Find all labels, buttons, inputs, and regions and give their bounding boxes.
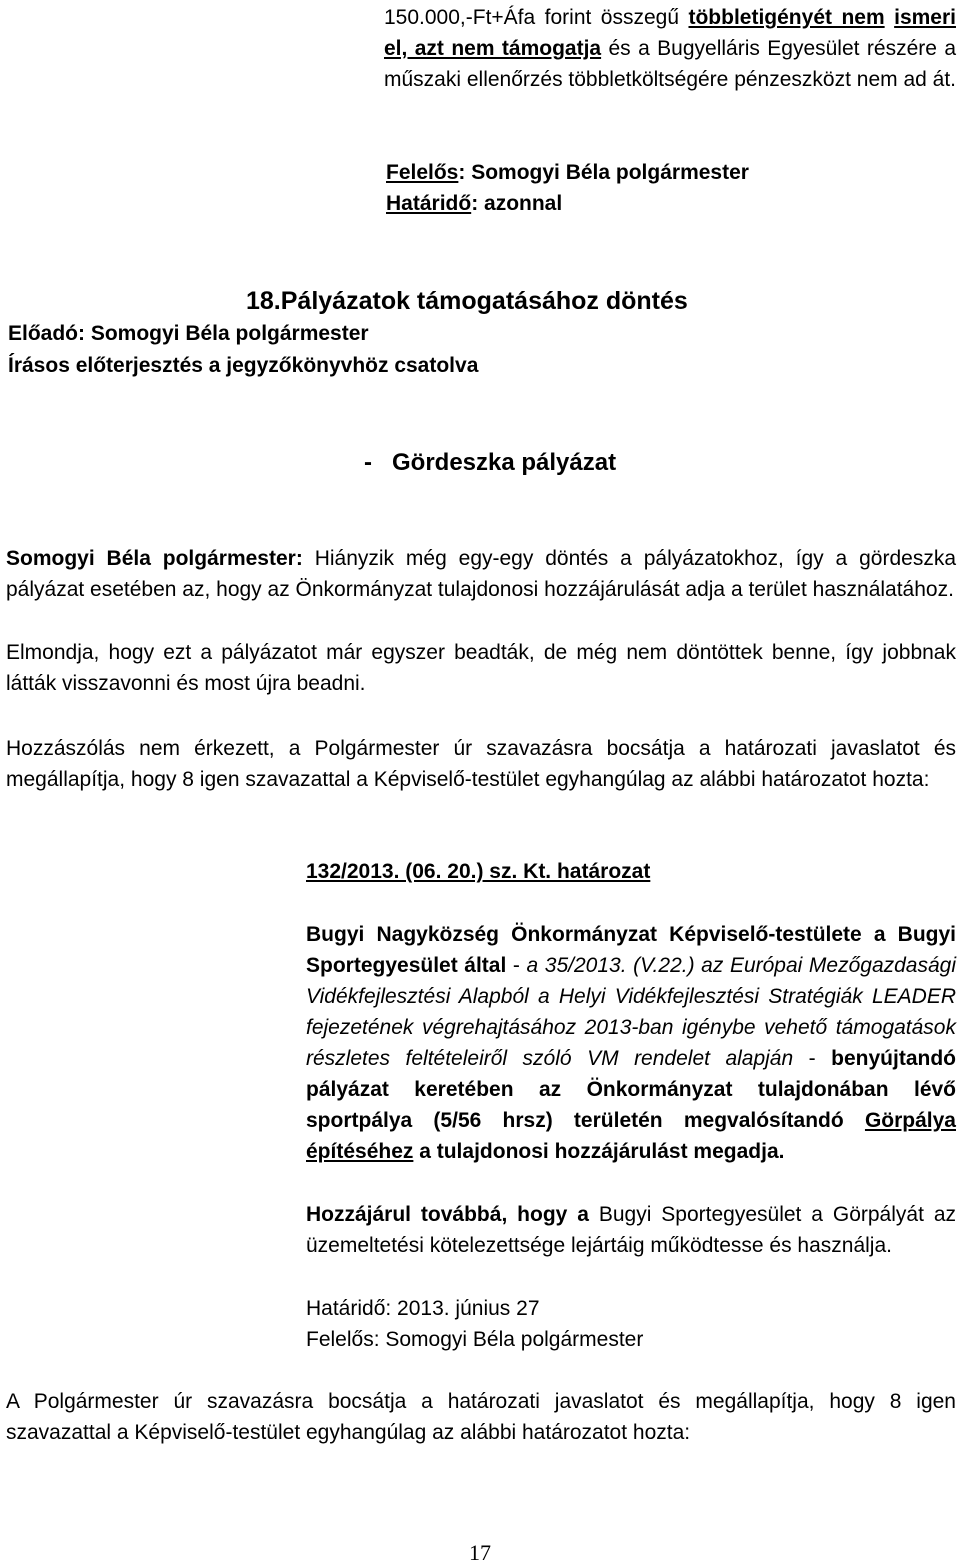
resolution-title: 132/2013. (06. 20.) sz. Kt. határozat: [306, 860, 651, 883]
closing-paragraph: A Polgármester úr szavazásra bocsátja a határozati javaslatot és megállapítja, hogy 8 igen szavazattal a Képviselő-testület egyhangúlag az alábbi határozatot hozta:: [6, 1390, 956, 1444]
subheading: - Gördeszka pályázat: [364, 449, 617, 476]
resolution-second: [306, 1199, 956, 1261]
speaker-name: Somogyi Béla polgármester:: [6, 547, 303, 570]
top-hatarido-line: [386, 188, 562, 219]
felelos-label: Felelős: [386, 161, 459, 184]
top-paragraph-emphasis-1: többletigényét nem: [688, 6, 885, 29]
resolution-second-bold: Hozzájárul továbbá, hogy a: [306, 1203, 589, 1226]
resolution-dash-1: -: [506, 954, 527, 977]
resolution-felelos: Felelős: Somogyi Béla polgármester: [306, 1328, 644, 1351]
speech-paragraph-3: Hozzászólás nem érkezett, a Polgármester úr szavazásra bocsátja a határozati javaslatot és megállapítja, hogy 8 igen szavazattal a Képviselő-testület egyhangúlag az alábbi határozatot hozta:: [6, 737, 956, 791]
top-paragraph-text-4: pénzeszközt nem ad át.: [734, 68, 956, 91]
resolution-hatarido: Határidő: 2013. június 27: [306, 1297, 540, 1320]
section-irasos: Írásos előterjesztés a jegyzőkönyvhöz csatolva: [8, 354, 479, 377]
felelos-value: : Somogyi Béla polgármester: [458, 161, 749, 184]
resolution-bold-underline: Görpálya építéséhez: [306, 1109, 956, 1163]
top-paragraph: [384, 2, 956, 95]
section-heading: 18.Pályázatok támogatásához döntés: [246, 287, 688, 315]
section-eloado: Előadó: Somogyi Béla polgármester: [8, 322, 369, 345]
speech-paragraph-2: Elmondja, hogy ezt a pályázatot már egyszer beadták, de még nem döntöttek benne, így jobbnak látták visszavonni és most újra beadni.: [6, 641, 956, 695]
resolution-body: [306, 919, 956, 1167]
page-number: 17: [469, 1540, 491, 1565]
hatarido-value: : azonnal: [471, 192, 563, 215]
resolution-italic: a 35/2013. (V.22.) az Európai Mezőgazdasági Vidékfejlesztési Alapból a Helyi Vidékfejlesztési Stratégiák LEADER fejezetének végrehajtásához 2013-ban igénybe vehető támogatások részletes feltételeiről szóló VM rendelet alapján: [306, 954, 957, 1070]
hatarido-label: Határidő: [386, 192, 472, 215]
resolution-bold-1: Bugyi Nagyközség Önkormányzat Képviselő-testülete a Bugyi Sportegyesület által: [306, 923, 956, 977]
resolution-bold-3: a tulajdonosi hozzájárulást megadja.: [413, 1140, 785, 1163]
resolution-bold-2: benyújtandó pályázat keretében az Önkormányzat tulajdonában lévő sportpálya (5/56 hrsz) területén megvalósítandó: [306, 1047, 956, 1132]
speech-text-1: Hiányzik még egy-egy döntés a pályázatokhoz, így a gördeszka pályázat esetében az, hogy az Önkormányzat tulajdonosi hozzájárulását adja a terület használatához.: [6, 547, 957, 601]
top-paragraph-text-2: és a Bugyelláris Egyesület: [601, 37, 860, 60]
resolution-dash-2: -: [793, 1047, 832, 1070]
top-paragraph-text-3: részére a műszaki ellenőrzés többletköltségére: [384, 37, 956, 91]
top-felelos-line: [386, 157, 749, 188]
top-paragraph-emphasis-2: ismeri el, azt nem támogatja: [384, 6, 956, 60]
resolution-second-text: Bugyi Sportegyesület a Görpályát az üzemeltetési kötelezettsége lejártáig működtesse és használja.: [306, 1203, 956, 1257]
top-paragraph-text-1: 150.000,-Ft+Áfa forint összegű: [384, 6, 689, 29]
speech-paragraph: [6, 543, 956, 605]
